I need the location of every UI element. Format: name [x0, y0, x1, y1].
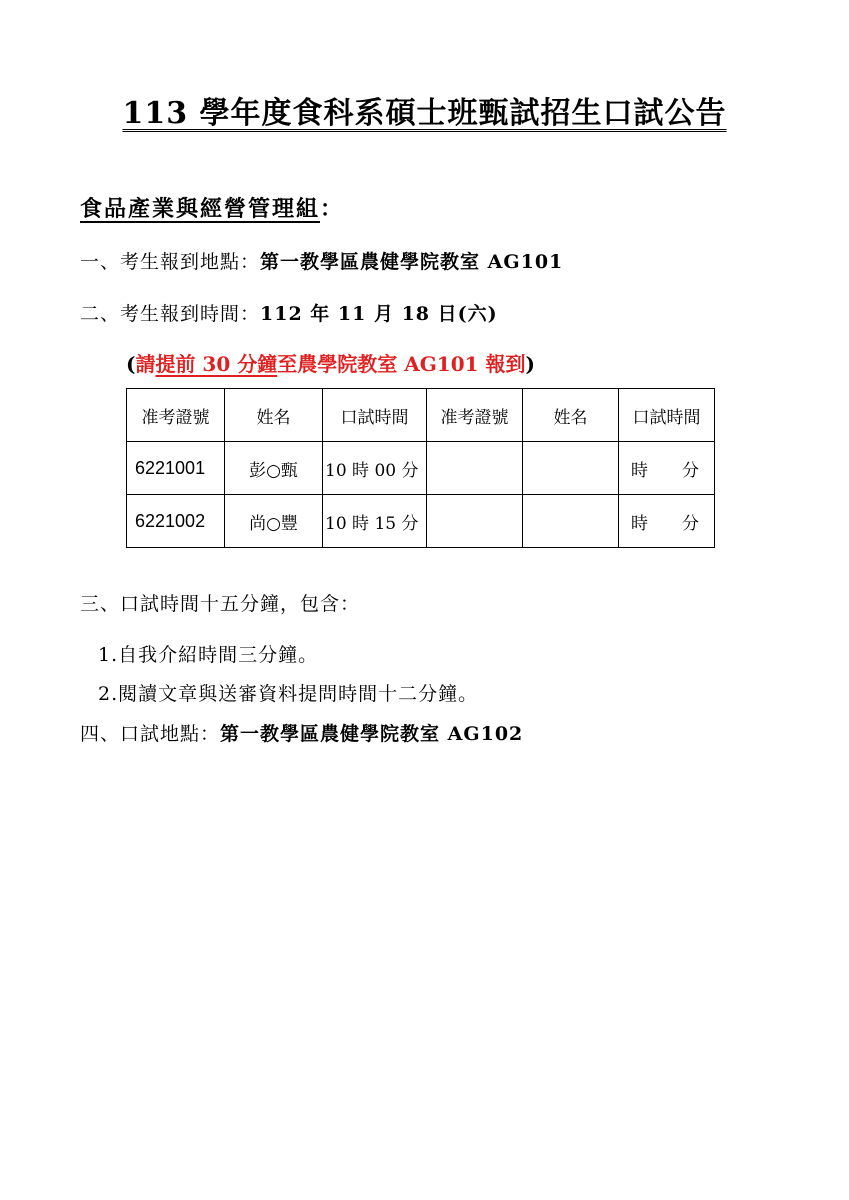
cell-exam-id-2	[427, 442, 523, 495]
cell-name-2	[523, 442, 619, 495]
table-row	[127, 495, 715, 548]
oral-duration-sub-1: 1.自我介紹時間三分鐘。	[98, 644, 319, 666]
notice-part-b: 提前 30 分鐘	[155, 352, 278, 376]
cell-oral-time-2: 時 分	[619, 495, 715, 548]
table-header-row	[127, 389, 715, 442]
oral-duration-line	[80, 589, 360, 616]
section-heading	[80, 192, 344, 223]
cell-exam-id-2	[427, 495, 523, 548]
cell-name-2	[523, 495, 619, 548]
oral-location-value: 第一教學區農健學院教室 AG102	[220, 723, 524, 745]
notice-part-c: 至農學院教室 AG101 報到	[277, 352, 526, 376]
cell-name: 彭○甄	[225, 442, 323, 495]
header-oral-time-2: 口試時間	[619, 389, 715, 442]
cell-name: 尚○豐	[225, 495, 323, 548]
header-name-2: 姓名	[523, 389, 619, 442]
report-location-value: 第一教學區農健學院教室 AG101	[260, 251, 564, 273]
header-exam-id: 准考證號	[127, 389, 225, 442]
notice-open-paren: (	[126, 352, 136, 376]
header-oral-time: 口試時間	[323, 389, 427, 442]
report-location-line	[80, 247, 563, 274]
header-exam-id-2: 准考證號	[427, 389, 523, 442]
cell-exam-id: 6221002	[127, 495, 225, 548]
section-heading-colon: ：	[320, 196, 345, 222]
schedule-table	[126, 388, 715, 548]
cell-oral-time-2: 時 分	[619, 442, 715, 495]
early-arrival-notice	[126, 348, 535, 377]
report-time-line	[80, 299, 498, 326]
oral-location-line	[80, 719, 523, 746]
oral-duration-sub-2: 2.閱讀文章與送審資料提問時間十二分鐘。	[98, 683, 479, 705]
report-time-value: 112 年 11 月 18 日(六)	[260, 303, 498, 325]
oral-location-label: 四、口試地點：	[80, 723, 221, 745]
table-row	[127, 442, 715, 495]
cell-oral-time: 10 時 15 分	[323, 495, 427, 548]
cell-exam-id: 6221001	[127, 442, 225, 495]
report-location-label: 一、考生報到地點：	[80, 251, 261, 273]
notice-close-paren: )	[525, 352, 535, 376]
section-heading-text: 食品產業與經營管理組	[80, 196, 321, 222]
header-name: 姓名	[225, 389, 323, 442]
oral-duration-label: 三、口試時間十五分鐘，包含：	[80, 593, 361, 615]
notice-part-a: 請	[135, 352, 156, 376]
cell-oral-time: 10 時 00 分	[323, 442, 427, 495]
report-time-label: 二、考生報到時間：	[80, 303, 261, 325]
page-title: 113 學年度食科系碩士班甄試招生口試公告	[122, 96, 727, 131]
